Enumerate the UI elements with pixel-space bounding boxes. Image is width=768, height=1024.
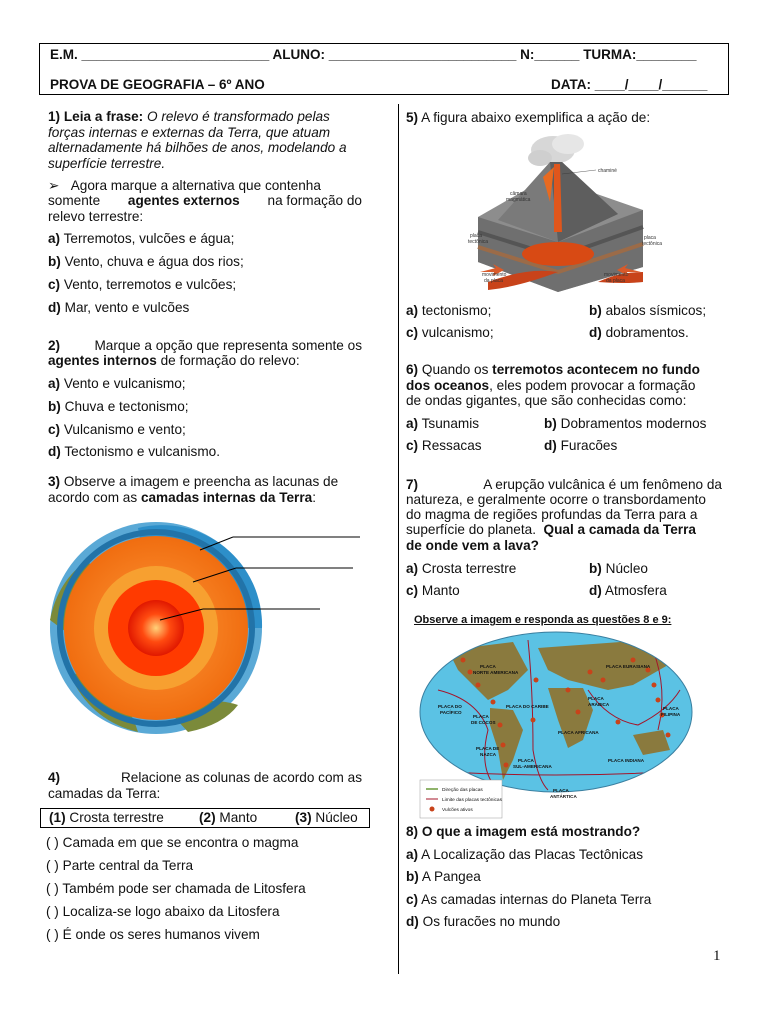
label-arabica-2: ARÁBICA [588,702,610,707]
label-filipina-1: PLACA [663,706,679,711]
question-4-line-1: 4) Relacione as colunas de acordo com as [48,770,362,785]
earth-layers-illustration [48,520,368,760]
label-movimento-1a: movimento [482,272,507,278]
label-movimento-2a: movimento [604,272,629,278]
q6-option-d[interactable]: d) Furacões [544,438,618,453]
question-7-line-1: 7) A erupção vulcânica é um fenômeno da [406,477,722,492]
q1-option-c[interactable]: c) Vento, terremotos e vulcões; [48,277,237,292]
question-6-line-3: de ondas gigantes, que são conhecidas como: [406,393,687,408]
label-sul-americana-2: SUL-AMERICANA [513,764,552,769]
question-5: 5) A figura abaixo exemplifica a ação de: [406,110,651,125]
question-2-line-1: 2) Marque a opção que representa somente os [48,338,362,353]
q8-option-c[interactable]: c) As camadas internas do Planeta Terra [406,892,652,907]
label-pacifico-1: PLACA DO [438,704,462,709]
q8-option-b[interactable]: b) A Pangea [406,869,481,884]
question-1-bullet: ➢ Agora marque a alternativa que contenha [48,178,321,193]
label-tectonica-2: tectônica [642,241,663,247]
question-7-line-4: superfície do planeta. Qual a camada da Terra [406,522,696,537]
tectonic-plates-map [418,630,694,820]
q4-item-1[interactable]: ( ) Camada em que se encontra o magma [46,835,299,850]
question-2-line-2: agentes internos de formação do relevo: [48,353,300,368]
label-sul-americana-1: PLACA [518,758,534,763]
inner-core [128,600,184,656]
label-movimento-2b: da placa [606,278,625,284]
label-nazca-1: PLACA DE [476,746,500,751]
question-1-instr-3: relevo terrestre: [48,209,144,224]
q8-option-d[interactable]: d) Os furacões no mundo [406,914,561,929]
legend-item-3: Vulcões ativos [442,808,473,813]
q5-option-b[interactable]: b) abalos sísmicos; [589,303,707,318]
header-box [39,43,729,95]
label-africana: PLACA AFRICANA [558,730,599,735]
question-4-line-2: camadas da Terra: [48,786,161,801]
question-6-line-2: dos oceanos, eles podem provocar a formação [406,378,696,393]
q7-option-b[interactable]: b) Núcleo [589,561,648,576]
label-placa-2: placa [644,235,656,241]
label-camara: câmara [510,191,527,197]
label-cocos-1: PLACA [473,714,489,719]
map-instruction: Observe a imagem e responda as questões 8 e 9: [414,614,672,626]
column-divider [398,104,399,974]
question-1-instr-2: somente agentes externos na formação do [48,193,362,208]
q2-option-a[interactable]: a) Vento e vulcanismo; [48,376,186,391]
q7-option-a[interactable]: a) Crosta terrestre [406,561,517,576]
q7-option-d[interactable]: d) Atmosfera [589,583,667,598]
header-date-field: DATA: ____/____/______ [551,77,708,92]
q2-option-c[interactable]: c) Vulcanismo e vento; [48,422,186,437]
legend-item-1: Direção das placas [442,788,483,793]
magma-chamber [522,242,594,266]
question-7-line-5: de onde vem a lava? [406,538,539,553]
q1-option-b[interactable]: b) Vento, chuva e água dos rios; [48,254,244,269]
question-7-line-2: natureza, e geralmente ocorre o transbordamento [406,492,706,507]
header-line-1: E.M. _________________________ ALUNO: _________________________ N:______ TURMA:________ [50,47,697,62]
header-exam-title: PROVA DE GEOGRAFIA – 6º ANO [50,77,265,92]
label-norte-americana-2: NORTE AMERICANA [473,670,519,675]
q4-item-3[interactable]: ( ) Também pode ser chamada de Litosfera [46,881,306,896]
label-norte-americana-1: PLACA [480,664,496,669]
q6-option-b[interactable]: b) Dobramentos modernos [544,416,707,431]
label-pacifico-2: PACÍFICO [440,710,462,715]
q2-option-d[interactable]: d) Tectonismo e vulcanismo. [48,444,221,459]
legend-item-2: Limite das placas tectônicas [442,798,502,803]
label-tectonica-1: tectônica [468,239,489,245]
q4-columns-box: (1) Crosta terrestre (2) Manto (3) Núcleo [40,808,370,828]
q1-option-d[interactable]: d) Mar, vento e vulcões [48,300,190,315]
q5-option-a[interactable]: a) tectonismo; [406,303,492,318]
q6-option-a[interactable]: a) Tsunamis [406,416,480,431]
legend-volcano-icon [430,807,435,812]
page-number: 1 [713,948,721,964]
label-movimento-1b: da placa [484,278,503,284]
q6-option-c[interactable]: c) Ressacas [406,438,482,453]
volcano-illustration [458,132,663,297]
q4-item-2[interactable]: ( ) Parte central da Terra [46,858,194,873]
label-eurasiana: PLACA EURASIANA [606,664,651,669]
q8-option-a[interactable]: a) A Localização das Placas Tectônicas [406,847,644,862]
q5-options [406,303,729,340]
question-7-line-3: do magma de regiões profundas da Terra para a [406,507,698,522]
question-1: 1) Leia a frase: O relevo é transformado pelas forças internas e externas da Terra, que atuam alternadamente há bilhões de anos, modelando a superfície terrestre. [48,109,347,171]
question-3-line-2: acordo com as camadas internas da Terra: [48,490,316,505]
q4-item-5[interactable]: ( ) É onde os seres humanos vivem [46,927,260,942]
q5-option-c[interactable]: c) vulcanismo; [406,325,494,340]
q7-option-c[interactable]: c) Manto [406,583,460,598]
label-caribe: PLACA DO CARIBE [506,704,549,709]
question-6-line-1: 6) Quando os terremotos acontecem no fundo [406,362,700,377]
label-indiana: PLACA INDIANA [608,758,645,763]
label-cocos-2: DE COCOS [471,720,496,725]
label-antartica-2: ANTÁRTICA [550,794,577,799]
q4-item-4[interactable]: ( ) Localiza-se logo abaixo da Litosfera [46,904,280,919]
label-antartica-1: PLACA [553,788,569,793]
label-filipina-2: FILIPINA [661,712,681,717]
label-nazca-2: NAZCA [480,752,497,757]
q2-option-b[interactable]: b) Chuva e tectonismo; [48,399,189,414]
label-placa-1: placa [470,233,482,239]
label-arabica-1: PLACA [588,696,604,701]
q1-option-a[interactable]: a) Terremotos, vulcões e água; [48,231,235,246]
question-3-line-1: 3) Observe a imagem e preencha as lacunas de [48,474,339,489]
q6-options [406,416,724,453]
label-magmatica: magmática [506,197,531,203]
label-chamine: chaminé [598,168,617,174]
q7-options [406,561,729,598]
q5-option-d[interactable]: d) dobramentos. [589,325,689,340]
question-8: 8) O que a imagem está mostrando? [406,824,641,839]
